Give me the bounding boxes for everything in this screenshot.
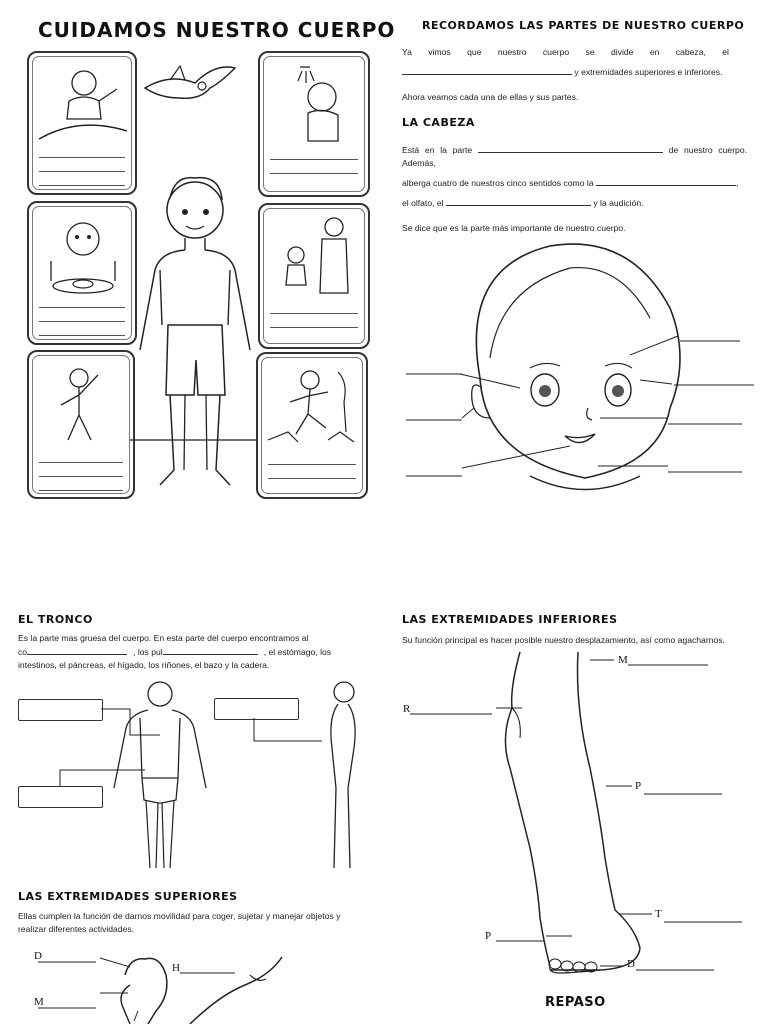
inferiores-label-p1: P	[635, 780, 642, 792]
leg-illustration	[400, 648, 760, 978]
cabeza-l3a: el olfato, el	[402, 198, 444, 208]
recordamos-p1-line1: Ya vimos que nuestro cuerpo se divide en cabeza, el	[402, 47, 729, 57]
tronco-l3: intestinos, el páncreas, el hígado, los riñones, el bazo y la cadera.	[18, 660, 270, 670]
inferiores-label-t: T	[655, 908, 662, 920]
superiores-label-h: H	[172, 962, 180, 974]
inferiores-label-r: R	[403, 703, 411, 715]
arm-hand-illustration	[30, 945, 300, 1024]
superiores-l2: realizar diferentes actividades.	[18, 924, 135, 934]
superiores-paragraph	[18, 910, 363, 936]
inferiores-label-m: M	[618, 654, 628, 666]
blank-cabeza-2[interactable]	[596, 176, 739, 188]
tronco-pointer-lines	[0, 0, 368, 900]
cabeza-l1a: Está en la parte	[402, 145, 473, 155]
inferiores-paragraph: Su función principal es hacer posible nuestro desplazamiento, así como agacharnos.	[402, 635, 725, 645]
blank-cabeza-3[interactable]	[446, 196, 591, 206]
tronco-title: EL TRONCO	[18, 613, 93, 626]
cabeza-l3b: y la audición.	[593, 198, 644, 208]
superiores-title: LAS EXTREMIDADES SUPERIORES	[18, 890, 238, 903]
blank-cabeza-1[interactable]	[478, 143, 663, 153]
superiores-label-m: M	[34, 996, 44, 1008]
cabeza-l4: Se dice que es la parte más importante de nuestro cuerpo.	[402, 223, 626, 233]
cabeza-l2a: alberga cuatro de nuestros cinco sentidos como la	[402, 178, 594, 188]
cabeza-l2b: ,	[735, 178, 739, 188]
superiores-label-d: D	[34, 950, 42, 962]
tronco-l2a: co	[18, 647, 28, 657]
child-head-illustration	[400, 228, 768, 508]
tronco-l2b: , los pul	[133, 647, 163, 657]
recordamos-title: RECORDAMOS LAS PARTES DE NUESTRO CUERPO	[422, 19, 745, 32]
recordamos-paragraph-1	[402, 46, 744, 79]
inferiores-label-p2: P	[485, 930, 492, 942]
blank-tronco[interactable]	[402, 65, 572, 75]
superiores-l1: Ellas cumplen la función de darnos movilidad para coger, sujetar y manejar objetos y	[18, 911, 341, 921]
cabeza-paragraph	[402, 143, 747, 235]
page-title-cuidamos: CUIDAMOS NUESTRO CUERPO	[38, 18, 396, 42]
tronco-l2c: , el estómago, los	[263, 647, 332, 657]
repaso-title: REPASO	[545, 995, 606, 1010]
recordamos-paragraph-2: Ahora veamos cada una de ellas y sus partes.	[402, 92, 579, 102]
tronco-l1: Es la parte mas gruesa del cuerpo. En esta parte del cuerpo encontramos al	[18, 633, 309, 643]
inferiores-label-d: D	[627, 958, 635, 970]
recordamos-p1-line2: y extremidades superiores e inferiores.	[574, 67, 723, 77]
inferiores-title: LAS EXTREMIDADES INFERIORES	[402, 613, 618, 626]
cabeza-l1b: de nuestro cuerpo. Además,	[402, 145, 748, 168]
cabeza-title: LA CABEZA	[402, 116, 475, 129]
